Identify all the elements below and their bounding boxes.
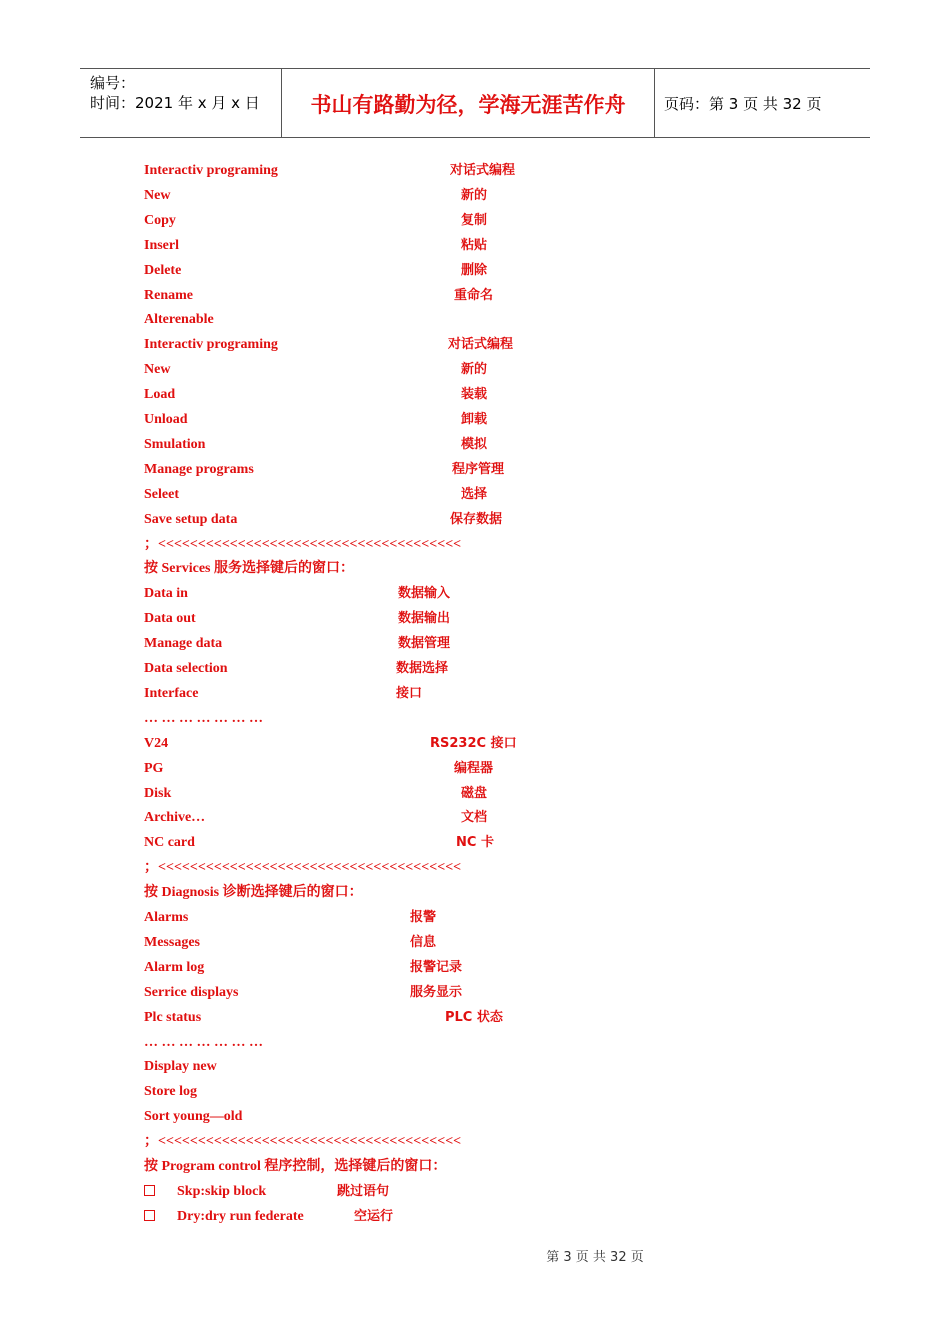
term-row [0, 434, 950, 456]
term-chinese: 数据输出 [398, 611, 451, 627]
term-english: Serrice displays [144, 984, 239, 1000]
term-row [0, 1156, 950, 1178]
term-row [0, 882, 950, 904]
term-row [0, 509, 950, 531]
term-english: … … … … … … … [144, 1034, 263, 1050]
term-chinese: 程序管理 [452, 461, 505, 477]
term-english: Manage programs [144, 461, 254, 477]
term-row [0, 857, 950, 879]
term-chinese: 数据选择 [396, 661, 449, 676]
term-english: Inserl [144, 237, 179, 253]
term-english: Archive… [144, 810, 206, 826]
term-chinese: 报警 [410, 910, 437, 925]
term-row [0, 235, 950, 257]
term-english: Seleet [144, 486, 179, 502]
term-row [0, 907, 950, 929]
term-row [0, 160, 950, 182]
term-chinese: 新的 [461, 187, 488, 203]
term-row [0, 484, 950, 506]
term-chinese: 对话式编程 [450, 163, 516, 178]
term-english: New [144, 362, 171, 378]
term-row [0, 359, 950, 381]
term-row [0, 633, 950, 655]
term-row [0, 957, 950, 979]
term-row [0, 683, 950, 705]
term-row [0, 409, 950, 431]
term-row [0, 334, 950, 356]
header-page-info: 页码：第 3 页 共 32 页 [664, 95, 822, 113]
term-english: Copy [144, 212, 176, 228]
date-label: 时间：2021 年 x 月 x 日 [90, 94, 260, 112]
term-english: Alarms [144, 910, 189, 925]
term-row [0, 309, 950, 331]
checkbox-icon [144, 1206, 155, 1228]
term-chinese: 选择 [461, 486, 488, 502]
term-chinese: PLC 状态 [445, 1009, 503, 1025]
term-row [0, 608, 950, 630]
term-english: Display new [144, 1059, 217, 1075]
term-chinese: 保存数据 [450, 511, 503, 527]
term-chinese: 服务显示 [410, 984, 463, 1000]
term-row [0, 1056, 950, 1078]
term-english: New [144, 187, 171, 203]
term-chinese: 重命名 [454, 287, 494, 303]
term-english: 按 Services 服务选择键后的窗口： [144, 561, 354, 577]
term-english: ；<<<<<<<<<<<<<<<<<<<<<<<<<<<<<<<<<<<<<< [144, 860, 462, 876]
option-english: Skp:skip block [177, 1183, 267, 1199]
option-chinese: 跳过语句 [337, 1183, 390, 1199]
header-motto: 书山有路勤为径，学海无涯苦作舟 [310, 92, 626, 117]
term-english: Messages [144, 934, 200, 950]
term-row [0, 807, 950, 829]
term-english: Data selection [144, 661, 228, 676]
term-english: Rename [144, 287, 193, 303]
term-english: Manage data [144, 636, 223, 652]
term-chinese: 数据输入 [398, 586, 451, 602]
checkbox-icon [144, 1181, 155, 1203]
term-row [0, 783, 950, 805]
term-english: Interactiv programing [144, 163, 278, 178]
option-chinese: 空运行 [354, 1208, 394, 1224]
term-english: PG [144, 760, 164, 776]
term-chinese: RS232C 接口 [430, 735, 517, 751]
term-english: Interactiv programing [144, 337, 278, 353]
term-english: … … … … … … … [144, 710, 263, 726]
term-row [0, 1106, 950, 1128]
term-chinese: 数据管理 [398, 636, 451, 652]
term-chinese: 装载 [461, 387, 488, 403]
term-chinese: NC 卡 [456, 835, 494, 851]
term-english: Interface [144, 685, 199, 701]
term-english: Sort young—old [144, 1109, 243, 1125]
term-english: 按 Diagnosis 诊断选择键后的窗口： [144, 885, 363, 901]
term-english: Load [144, 387, 176, 403]
term-chinese: 粘贴 [461, 237, 488, 253]
term-english: NC card [144, 835, 195, 851]
term-row [0, 285, 950, 307]
term-row [0, 758, 950, 780]
term-english: Alterenable [144, 312, 214, 328]
term-english: Alarm log [144, 959, 205, 975]
term-row [0, 534, 950, 556]
term-chinese: 复制 [461, 212, 488, 228]
term-row [0, 260, 950, 282]
term-chinese: 磁盘 [461, 785, 488, 801]
term-english: ；<<<<<<<<<<<<<<<<<<<<<<<<<<<<<<<<<<<<<< [144, 1134, 462, 1150]
term-chinese: 对话式编程 [448, 337, 514, 353]
term-row [0, 982, 950, 1004]
term-english: Smulation [144, 436, 206, 452]
term-row [0, 832, 950, 854]
term-row [0, 1032, 950, 1054]
option-english: Dry:dry run federate [177, 1208, 304, 1224]
term-chinese: 文档 [461, 810, 488, 826]
term-row [0, 210, 950, 232]
term-row [0, 1081, 950, 1103]
term-chinese: 接口 [396, 685, 423, 701]
term-chinese: 模拟 [461, 436, 488, 452]
term-english: ；<<<<<<<<<<<<<<<<<<<<<<<<<<<<<<<<<<<<<< [144, 536, 462, 552]
term-row [0, 459, 950, 481]
term-english: Data in [144, 586, 188, 602]
term-english: Save setup data [144, 511, 238, 527]
term-chinese: 报警记录 [410, 959, 463, 975]
term-english: Store log [144, 1084, 198, 1100]
term-english: Unload [144, 412, 188, 427]
checkbox-row [0, 1206, 950, 1228]
term-english: Plc status [144, 1009, 202, 1025]
term-english: 按 Program control 程序控制，选择键后的窗口： [144, 1159, 447, 1174]
term-chinese: 删除 [461, 262, 488, 278]
term-english: Disk [144, 785, 172, 801]
term-chinese: 新的 [461, 362, 488, 378]
page-footer: 第 3 页 共 32 页 [546, 1250, 644, 1265]
term-row [0, 558, 950, 580]
checkbox-row [0, 1181, 950, 1203]
term-row [0, 384, 950, 406]
term-english: Data out [144, 611, 196, 627]
term-row [0, 1007, 950, 1029]
term-chinese: 信息 [410, 934, 437, 950]
term-row [0, 932, 950, 954]
term-row [0, 733, 950, 755]
term-row [0, 185, 950, 207]
term-english: Delete [144, 262, 182, 278]
term-english: V24 [144, 735, 169, 751]
term-row [0, 583, 950, 605]
term-row [0, 708, 950, 730]
term-row [0, 1131, 950, 1153]
term-chinese: 卸载 [461, 412, 488, 427]
number-label: 编号： [90, 74, 136, 92]
term-chinese: 编程器 [454, 760, 494, 776]
term-row [0, 658, 950, 680]
